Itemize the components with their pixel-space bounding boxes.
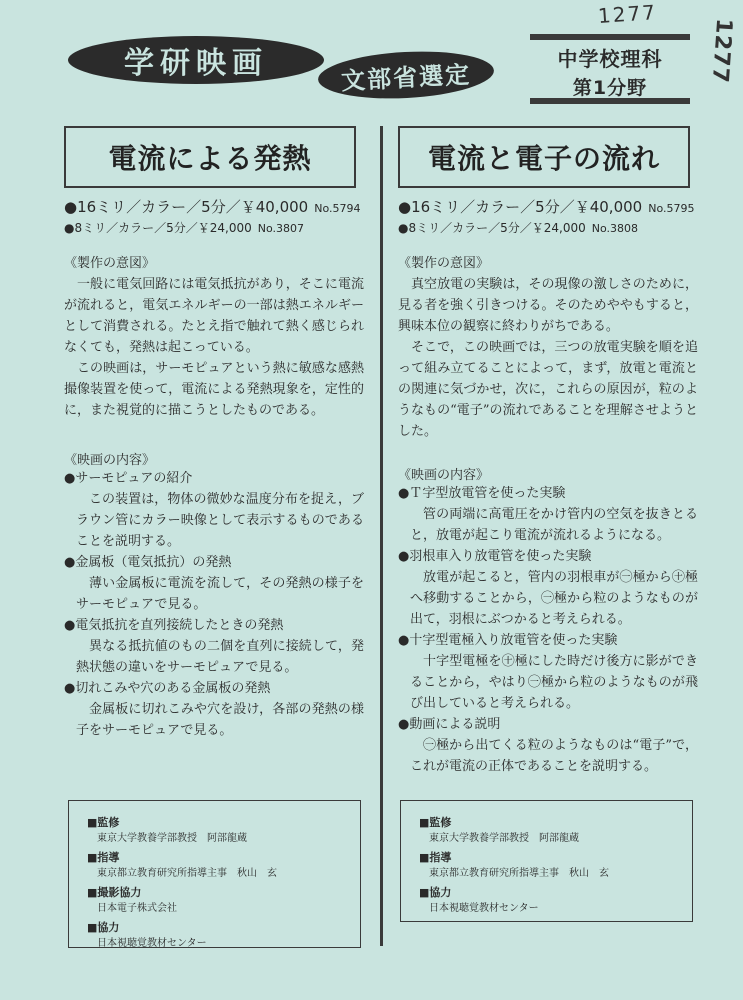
film-title: 電流による発熱 — [64, 126, 356, 188]
subject-line-1: 中学校理科 — [557, 47, 663, 71]
credit-name: 東京都立教育研究所指導主事 秋山 玄 — [429, 868, 609, 879]
content-item-body: 十字型電極を㊉極にした時だけ後方に影ができることから，やはり㊀極から粒のようなものが飛び出していると考えられる。 — [410, 654, 698, 711]
film-left — [64, 126, 364, 741]
spec-16mm-text: ●16ミリ／カラー／5分／￥40,000 — [64, 198, 309, 216]
content-item-heading: ●切れこみや穴のある金属板の発熱 — [64, 681, 271, 696]
credit-role: ■監修 — [87, 816, 120, 829]
content-item-body: ㊀極から出てくる粒のようなものは“電子”で，これが電流の正体であることを説明する。 — [410, 738, 698, 774]
spec-8mm — [64, 219, 364, 236]
credit-name: 東京大学教養学部教授 阿部龍蔵 — [97, 833, 247, 844]
ministry-selection-badge: 文部省選定 — [317, 47, 495, 102]
handwritten-number-side: 1277 — [706, 17, 737, 85]
subject-line-2: 第1分野 — [572, 77, 648, 99]
handwritten-number-top: 1277 — [597, 0, 658, 29]
gakken-eiga-logo: 学研映画 — [68, 36, 324, 84]
content-item-body: 異なる抵抗値のもの二個を直列に接続して，発熱状態の違いをサーモピュアで見る。 — [76, 639, 364, 675]
spec-16mm-text: ●16ミリ／カラー／5分／￥40,000 — [398, 198, 643, 216]
spec-8mm-text: ●8ミリ／カラー／5分／￥24,000 — [64, 221, 252, 235]
credit-name: 東京大学教養学部教授 阿部龍蔵 — [429, 833, 579, 844]
content-item-body: この装置は，物体の微妙な温度分布を捉え，ブラウン管にカラー映像として表示するものであることを説明する。 — [76, 492, 364, 549]
credit-name: 日本視聴覚教材センター — [97, 938, 207, 949]
spec-8mm-number: No.3808 — [591, 222, 638, 235]
content-item-heading: ●動画による説明 — [398, 717, 501, 732]
content-heading: 《映画の内容》 — [64, 453, 156, 468]
content-item-body: 放電が起こると，管内の羽根車が㊀極から㊉極へ移動することから，㊀極から粒のようなものが出て，羽根にぶつかると考えられる。 — [410, 570, 698, 627]
credit-name: 日本視聴覚教材センター — [429, 903, 539, 914]
intent-heading: 《製作の意図》 — [64, 256, 156, 271]
film-right — [398, 126, 698, 777]
credits-box-left — [68, 800, 361, 948]
spec-16mm — [398, 196, 698, 217]
spec-8mm-text: ●8ミリ／カラー／5分／￥24,000 — [398, 221, 586, 235]
credit-role: ■協力 — [87, 921, 120, 934]
content-heading: 《映画の内容》 — [398, 468, 490, 483]
spec-16mm-number: No.5794 — [314, 202, 361, 215]
credit-name: 日本電子株式会社 — [97, 903, 177, 914]
credit-role: ■指導 — [87, 851, 120, 864]
intent-heading: 《製作の意図》 — [398, 256, 490, 271]
content-item-heading: ●Ｔ字型放電管を使った実験 — [398, 486, 566, 501]
content-item-heading: ●羽根車入り放電管を使った実験 — [398, 549, 592, 564]
content-item-body: 金属板に切れこみや穴を設け，各部の発熱の様子をサーモピュアで見る。 — [76, 702, 364, 738]
spec-16mm-number: No.5795 — [648, 202, 695, 215]
content-item-heading: ●十字型電極入り放電管を使った実験 — [398, 633, 618, 648]
content-item-heading: ●電気抵抗を直列接続したときの発熱 — [64, 618, 284, 633]
intent-paragraph: そこで，この映画では，三つの放電実験を順を追って組み立てることによって，まず，放電と電流との関連に気づかせ，次に，これらの原因が，粒のようなもの“電子”の流れであることを理解させようとした。 — [398, 340, 698, 439]
spec-8mm — [398, 219, 698, 236]
credit-role: ■監修 — [419, 816, 452, 829]
content-item-heading: ●金属板（電気抵抗）の発熱 — [64, 555, 232, 570]
subject-label — [530, 34, 690, 104]
credit-role: ■撮影協力 — [87, 886, 142, 899]
spec-8mm-number: No.3807 — [257, 222, 304, 235]
spec-16mm — [64, 196, 364, 217]
credit-role: ■指導 — [419, 851, 452, 864]
column-divider — [380, 126, 383, 946]
content-item-body: 薄い金属板に電流を流して，その発熱の様子をサーモピュアで見る。 — [76, 576, 364, 612]
content-item-heading: ●サーモピュアの紹介 — [64, 471, 193, 486]
intent-paragraph: 真空放電の実験は，その現像の激しさのために，見る者を強く引きつける。そのためややもすると，興味本位の観察に終わりがちである。 — [398, 277, 698, 334]
credit-role: ■協力 — [419, 886, 452, 899]
intent-paragraph: 一般に電気回路には電気抵抗があり，そこに電流が流れると，電気エネルギーの一部は熱エネルギーとして消費される。たとえ指で触れて熱く感じられなくても，発熱は起こっている。 — [64, 277, 364, 355]
content-item-body: 管の両端に高電圧をかけ管内の空気を抜きとると，放電が起こり電流が流れるようになる。 — [410, 507, 698, 543]
credit-name: 東京都立教育研究所指導主事 秋山 玄 — [97, 868, 277, 879]
film-title: 電流と電子の流れ — [398, 126, 690, 188]
intent-paragraph: この映画は，サーモピュアという熱に敏感な感熱撮像装置を使って，電流による発熱現象を，定性的に，また視覚的に描こうとしたものである。 — [64, 361, 364, 418]
credits-box-right — [400, 800, 693, 922]
